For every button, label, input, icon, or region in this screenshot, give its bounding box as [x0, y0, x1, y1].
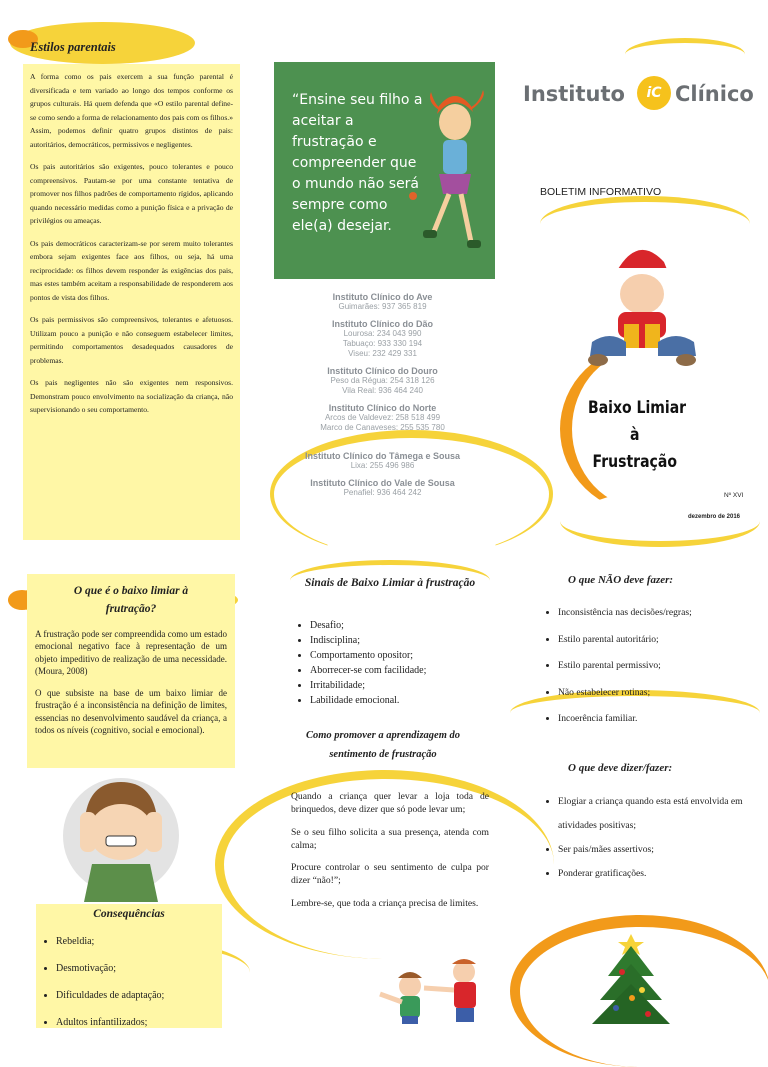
- swoosh-cover-top: [625, 38, 745, 71]
- cover-title-line: Baixo Limiar: [588, 398, 687, 417]
- institute-phone: Lourosa: 234 043 990: [343, 329, 422, 338]
- logo-word-right: Clínico: [675, 82, 754, 106]
- list-item: • Irritabilidade;: [310, 678, 500, 693]
- institute-norte: [290, 403, 475, 433]
- list-item: • Rebeldia;: [56, 928, 216, 955]
- list-item: • Indisciplina;: [310, 633, 500, 648]
- cover-subtitle: BOLETIM INFORMATIVO: [540, 186, 662, 198]
- swoosh-cover-bottom: [560, 495, 760, 547]
- list-item: • Desmotivação;: [56, 955, 216, 982]
- institute-phone: Arcos de Valdevez: 258 518 499: [324, 413, 441, 422]
- list-item: • Elogiar a criança quando esta está envolvida em atividades positivas;: [558, 790, 758, 838]
- kids-fighting-illustration: [372, 958, 490, 1024]
- institute-phone: Lixa: 255 496 986: [350, 461, 415, 470]
- institute-phone: Marco de Canaveses: 255 535 780: [320, 423, 445, 432]
- estilos-box: [23, 64, 240, 540]
- cover-date: dezembro de 2016: [688, 514, 741, 520]
- deve-fazer-heading: O que deve dizer/fazer:: [568, 762, 673, 774]
- estilos-heading: Estilos parentais: [30, 40, 116, 54]
- institute-vale-sousa: [290, 478, 475, 498]
- list-item: • Dificuldades de adaptação;: [56, 982, 216, 1009]
- list-item: • Estilo parental autoritário;: [558, 627, 768, 654]
- sinais-heading: Sinais de Baixo Limiar à frustração: [304, 577, 476, 589]
- cover-title: [588, 394, 687, 475]
- cover-title-line: Frustração: [592, 452, 677, 471]
- institute-phone: Vila Real: 936 464 240: [342, 386, 423, 395]
- institute-name: Instituto Clínico do Douro: [327, 366, 438, 376]
- estilos-paragraph: Os pais democráticos caracterizam-se por serem muito tolerantes embora sejam exigentes face aos filhos, ou seja, há uma reciprocidade: os filhos devem responder às exigências dos pais, mas estes também aceitam a responsabilidade de responderem aos pontos de vista dos filhos.: [30, 238, 233, 302]
- list-item: • Incoerência familiar.: [558, 706, 768, 733]
- institute-phone: Viseu: 232 429 331: [348, 349, 417, 358]
- baixo-limiar-paragraph: O que subsiste na base de um baixo limiar de frustração é a inconsistência na definição de limites, essencias no desenvolvimento saudável da criança, a todos os níveis (cognitivo, social e emocional).: [35, 688, 227, 736]
- logo-word-left: Instituto: [523, 82, 625, 106]
- institute-tamega: [290, 451, 475, 471]
- list-item: • Comportamento opositor;: [310, 648, 500, 663]
- logo: [523, 76, 763, 116]
- promover-heading: Como promover a aprendizagem do sentimento de frustração: [306, 730, 460, 760]
- institute-dao: [290, 319, 475, 359]
- list-item: • Desafio;: [310, 618, 500, 633]
- quote-text: “Ensine seu filho a aceitar a frustração e compreender que o mundo não será sempre como ele(a) desejar.: [292, 92, 423, 234]
- institute-name: Instituto Clínico do Ave: [332, 292, 433, 302]
- santa-child-illustration: [580, 238, 705, 373]
- consequencias-box: [36, 904, 222, 1028]
- institutes-list: [290, 292, 475, 498]
- institute-phone: Peso da Régua: 254 318 126: [330, 376, 435, 385]
- list-item: • Ponderar gratificações.: [558, 862, 758, 886]
- cover-issue: Nº XVI: [724, 492, 744, 499]
- baixo-limiar-heading: O que é o baixo limiar à frutração?: [73, 585, 189, 615]
- institute-name: Instituto Clínico do Dão: [332, 319, 433, 329]
- institute-name: Instituto Clínico do Norte: [328, 403, 437, 413]
- quote-box: [274, 62, 495, 279]
- list-item: • Ser pais/mães assertivos;: [558, 838, 758, 862]
- promover-paragraph: Se o seu filho solicita a sua presença, atenda com calma;: [291, 826, 489, 851]
- list-item: • Adultos infantilizados;: [56, 1009, 216, 1036]
- baixo-limiar-box: [27, 574, 235, 768]
- nao-fazer-heading: O que NÃO deve fazer:: [568, 574, 674, 586]
- institute-phone: Guimarães: 937 365 819: [338, 302, 427, 311]
- institute-ave: [290, 292, 475, 312]
- consequencias-heading: Consequências: [93, 908, 165, 920]
- institute-name: Instituto Clínico do Tâmega e Sousa: [304, 451, 461, 461]
- list-item: • Aborrecer-se com facilidade;: [310, 663, 500, 678]
- logo-mark-text: iC: [646, 85, 662, 101]
- angry-girl-illustration: [409, 84, 489, 264]
- nao-fazer-list: [540, 600, 768, 733]
- deve-fazer-list: [540, 790, 758, 886]
- estilos-paragraph: Os pais permissivos são compreensivos, tolerantes e afetuosos. Utilizam pouco a punição e não conseguem estabelecer limites, permitindo comportamentos desadequados causadores de problemas.: [30, 315, 233, 365]
- promover-text: [291, 790, 489, 910]
- sinais-list: [292, 618, 500, 708]
- estilos-paragraph: A forma como os pais exercem a sua função parental é diversificada e tem variado ao longo dos tempos conforme os grupos culturais. Há quem defenda que «O estilo parental define-se como sendo a forma de relacionamento dos pais com os filhos.» Assim, podemos definir quatro grupos distintos de pais: autoritários, democráticos, permissivos e negligentes.: [30, 72, 233, 149]
- baixo-limiar-paragraph: A frustração pode ser compreendida como um estado emocional negativo face à representação de um objeto impeditivo de realização de uma necessidade. (Moura, 2008): [35, 629, 227, 676]
- institute-phone: Penafiel: 936 464 242: [343, 488, 422, 497]
- list-item: • Labilidade emocional.: [310, 693, 500, 708]
- estilos-paragraph: Os pais negligentes não são exigentes nem responsivos. Demonstram pouco envolvimento na socialização da criança, não supervisionando o seu comportamento.: [30, 378, 233, 414]
- list-item: • Estilo parental permissivo;: [558, 653, 768, 680]
- consequencias-list: [42, 928, 216, 1036]
- logo-mark-icon: [637, 76, 671, 110]
- promover-paragraph: Procure controlar o seu sentimento de culpa por dizer “não!”;: [291, 862, 489, 887]
- institute-name: Instituto Clínico do Vale de Sousa: [310, 478, 455, 488]
- promover-paragraph: Quando a criança quer levar a loja toda de brinquedos, deve dizer que só pode levar um;: [291, 791, 489, 816]
- institute-phone: Tabuaço: 933 330 194: [342, 339, 423, 348]
- cover-title-line: à: [630, 425, 640, 444]
- estilos-paragraph: Os pais autoritários são exigentes, pouco tolerantes e pouco compreensivos. Pautam-se por uma constante tentativa de promover nos filhos padrões de comportamento rígidos, aplicando quando necessário medidas como a punição física e a privação de privilégios ou ameaças.: [30, 162, 233, 225]
- christmas-tree-illustration: [588, 928, 674, 1024]
- promover-paragraph: Lembre-se, que toda a criança precisa de limites.: [291, 897, 479, 909]
- institute-douro: [290, 366, 475, 396]
- list-item: • Inconsistência nas decisões/regras;: [558, 600, 768, 627]
- list-item: • Não estabelecer rotinas;: [558, 680, 768, 707]
- frustrated-child-illustration: [62, 772, 180, 902]
